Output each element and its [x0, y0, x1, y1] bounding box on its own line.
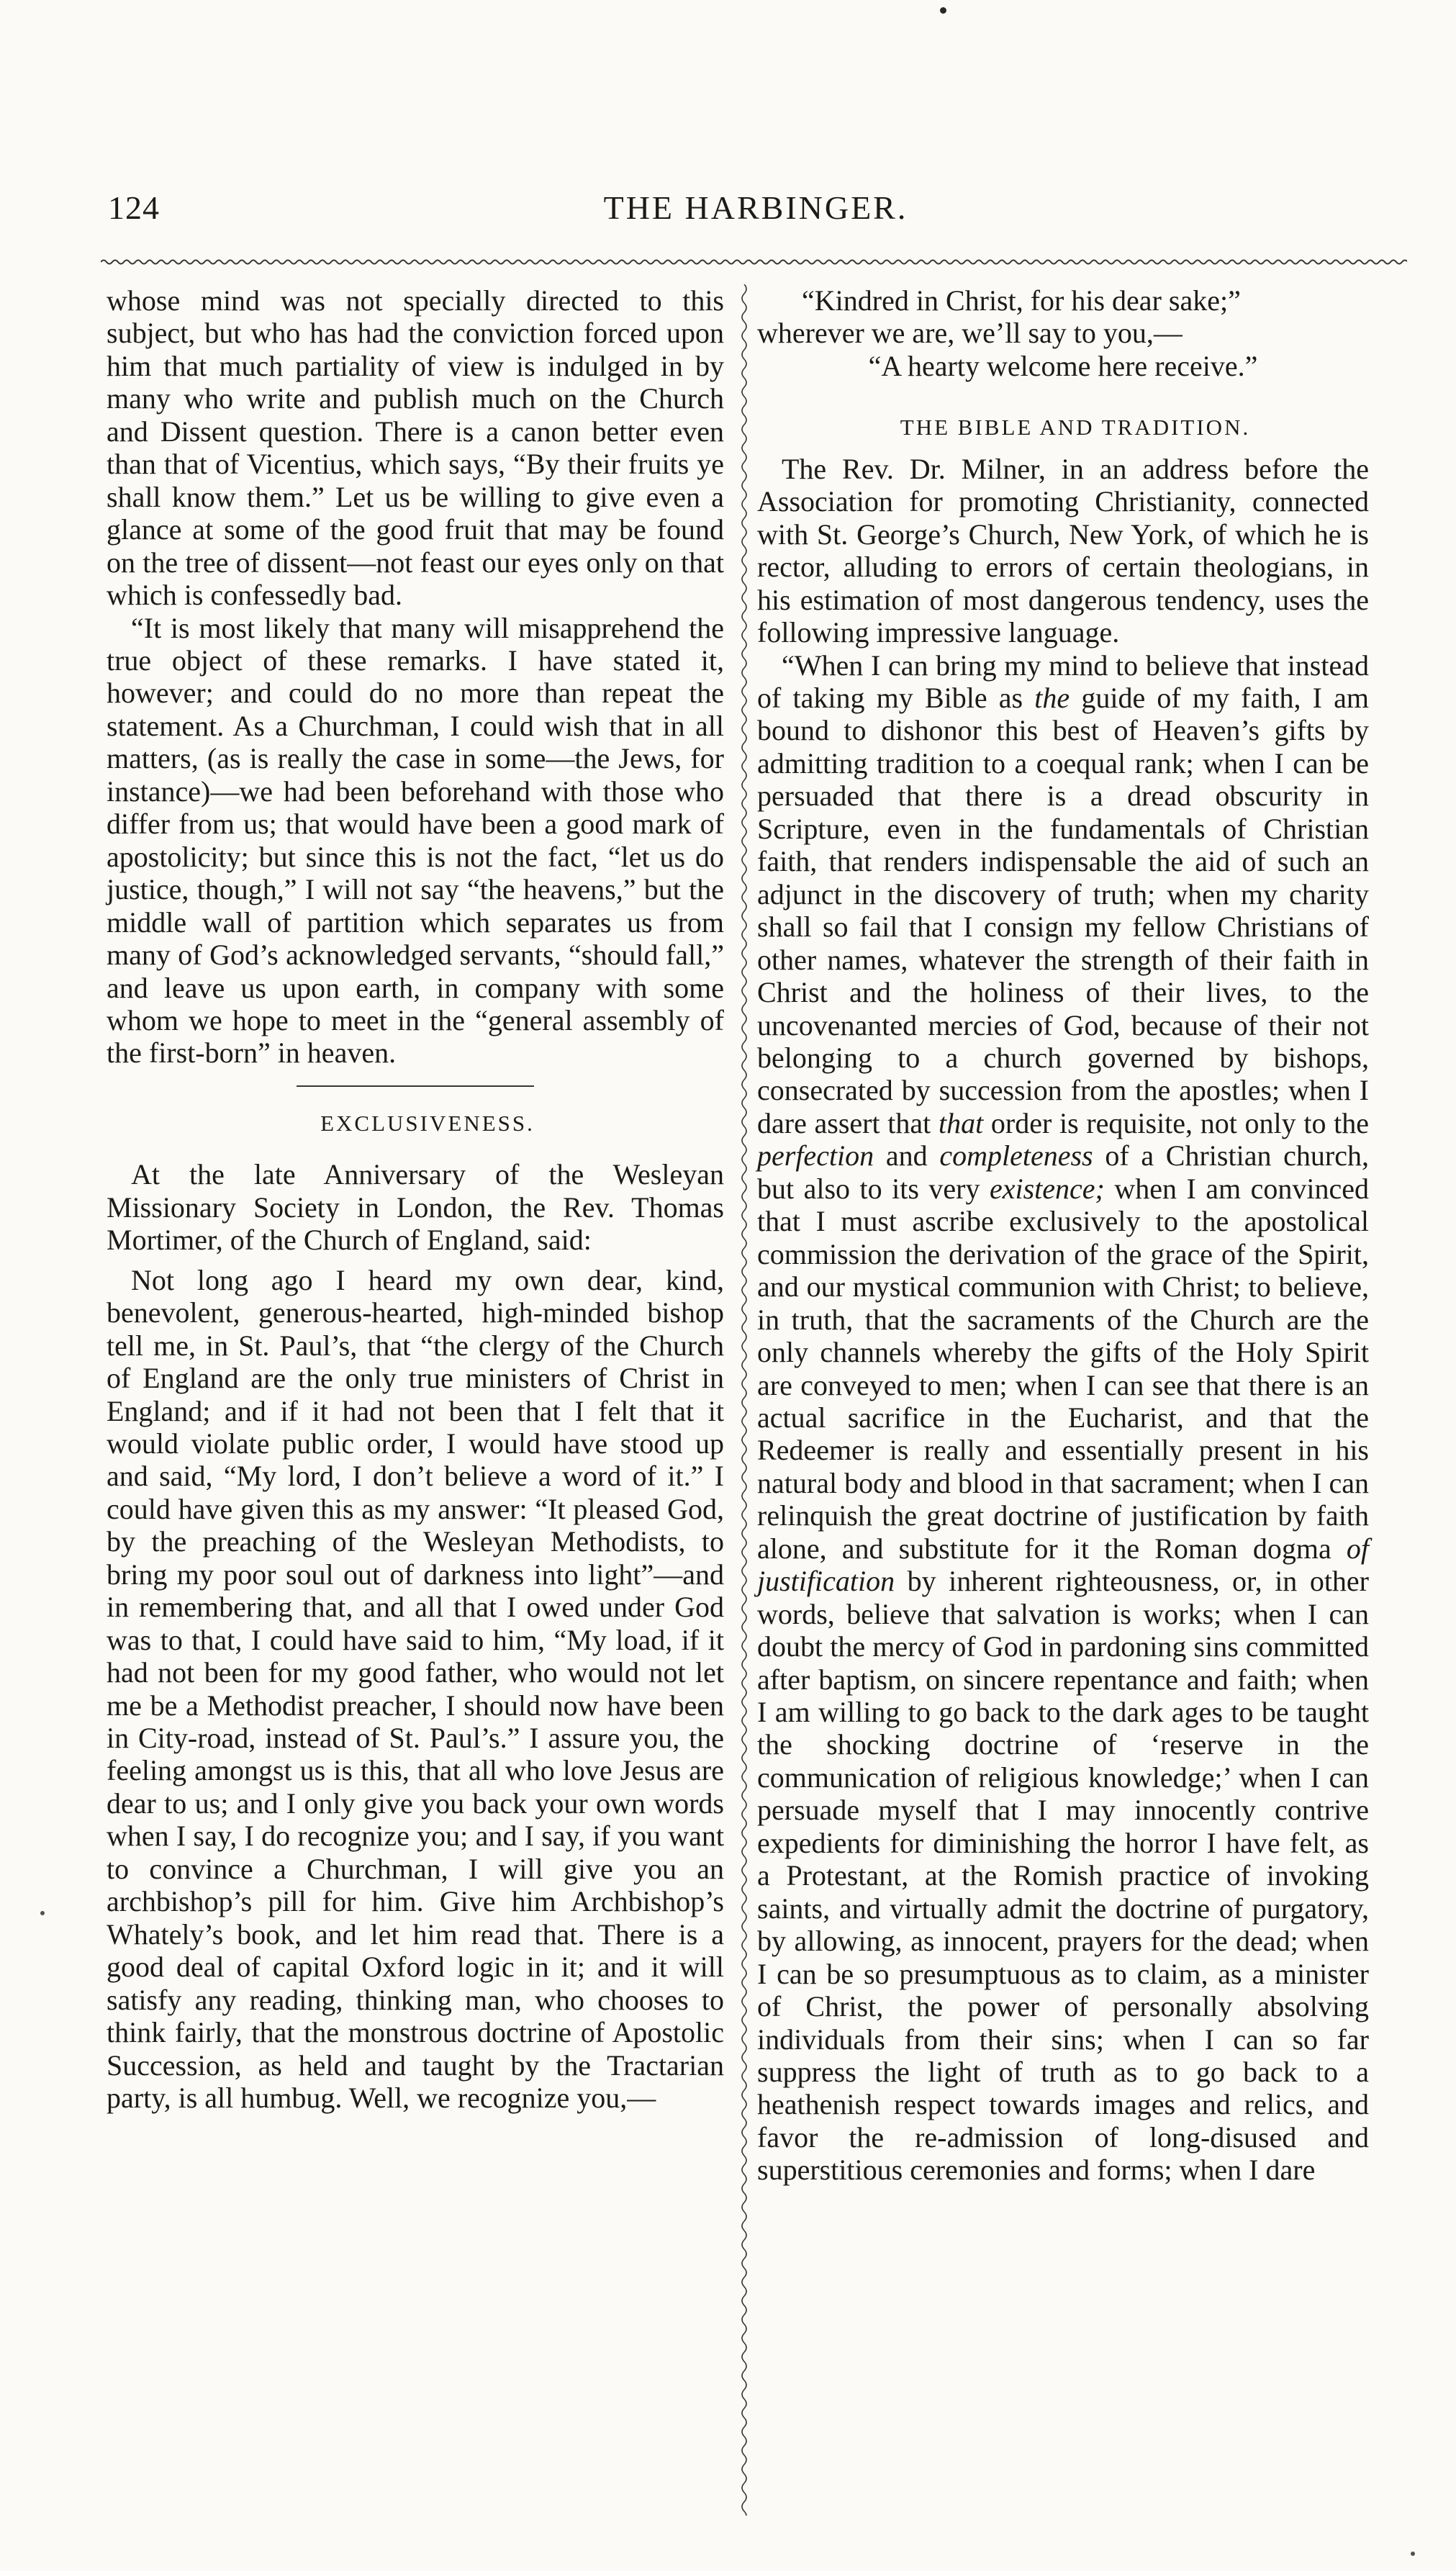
right-para-2-text-c: order is requisite, not only to the: [983, 1106, 1370, 1139]
right-para-2-emphasis-1: the: [1034, 681, 1070, 714]
right-para-2-emphasis-5: existence;: [989, 1172, 1105, 1205]
right-para-2-text-f: when I am convinced that I must ascribe exclusively to the apostolical commission the derivation of the grace of the Spirit, and our mystical communion with Christ; to believe, in truth, that the sacraments of the Church are the only channels whereby the gifts of the Holy Spirit are conveyed to men; when I can see that there is an actual sacrifice in the Eucharist, and that the Redeemer is really and essentially present in his natural body and blood in that sacrament; when I can relinquish the great doctrine of justification by faith alone, and substitute for it the Roman dogma: [757, 1172, 1370, 1565]
section-title-bible-tradition: THE BIBLE AND TRADITION.: [900, 415, 1251, 440]
top-ink-dot: [940, 7, 946, 14]
right-para-2-emphasis-4: completeness: [939, 1139, 1093, 1172]
right-para-2-emphasis-3: perfection: [757, 1139, 874, 1172]
right-para-2-text-d: and: [874, 1139, 940, 1172]
margin-speck: [40, 1911, 45, 1915]
header-wavy-rule: [101, 258, 1407, 266]
page-header: [108, 189, 1403, 239]
left-para-2: “It is most likely that many will misapprehend the true object of these remarks. I have stated it, however; and could do no more than repeat the statement. As a Churchman, I could wish that in all matters, (as is really the case in some—the Jews, for instance)—we had been beforehand with those who differ from us; that would have been a good mark of apostolicity; but since this is not the fact, “let us do justice, though,” I will not say “the heavens,” but the middle wall of partition which separates us from many of God’s acknowledged servants, “should fall,” and leave us upon earth, in company with some whom we hope to meet in the “general assembly of the first-born” in heaven.: [107, 611, 724, 1070]
right-para-1: The Rev. Dr. Milner, in an address before the Association for promoting Christianity, connected with St. George’s Church, New York, of which he is rector, alluding to errors of certain theologians, in his estimation of most dangerous tendency, uses the following impressive language.: [757, 452, 1369, 649]
page-number: 124: [108, 189, 160, 226]
left-para-3: At the late Anniversary of the Wesleyan Missionary Society in London, the Rev. Thomas Mortimer, of the Church of England, said:: [107, 1158, 724, 1257]
left-para-4: Not long ago I heard my own dear, kind, benevolent, generous-hearted, high-minded bishop tell me, in St. Paul’s, that “the clergy of the Church of England are the only true ministers of Christ in England; and if it had not been that I felt that it would violate public order, I would have stood up and said, “My lord, I don’t believe a word of it.” I could have given this as my answer: “It pleased God, by the preaching of the Wesleyan Methodists, to bring my poor soul out of darkness into light”—and in remembering that, and all that I owed under God was to that, I could have said to him, “My load, if it had not been for my good father, who would not let me be a Methodist preacher, I should now have been in City-road, instead of St. Paul’s.” I assure you, the feeling amongst us is this, that all who love Jesus are dear to us; and I only give you back your own words when I say, I do recognize you; and I say, if you want to convince a Churchman, I will give you an archbishop’s pill for him. Give him Archbishop’s Whately’s book, and let him read that. There is a good deal of capital Oxford logic in it; and it will satisfy any reading, thinking man, who chooses to think fairly, that the monstrous doctrine of Apostolic Succession, as held and taught by the Tractarian party, is all humbug. Well, we recognize you,—: [107, 1263, 724, 2115]
verse-line-1: “Kindred in Christ, for his dear sake;”: [802, 284, 1241, 317]
running-title: THE HARBINGER.: [603, 189, 908, 226]
right-para-2-text-e: of a Christian church, but also to its very: [757, 1139, 1369, 1205]
right-para-2-emphasis-2: that: [938, 1106, 984, 1139]
right-para-2-text-g: by inherent righteousness, or, in other words, believe that salvation is works; when I can doubt the mercy of God in pardoning sins committed after baptism, on sincere repentance and faith; when I am willing to go back to the dark ages to be taught the shocking doctrine of ‘reserve in the communication of religious knowledge;’ when I can persuade myself that I may innocently contrive expedients for diminishing the horror I have felt, as a Protestant, at the Romish practice of invoking saints, and virtually admit the doctrine of purgatory, by allowing, as innocent, prayers for the dead; when I can be so presumptuous as to claim, as a minister of Christ, the power of personally absolving individuals from their sins; when I can so far suppress the light of truth as to go back to a heathenish respect towards images and relics, and favor the re-admission of long-disused and superstitious ceremonies and forms; when I dare: [757, 1565, 1369, 2187]
left-para-1: whose mind was not specially directed to this subject, but who has had the conviction forced upon him that much partiality of view is indulged in by many who write and publish much on the Church and Dissent question. There is a canon better even than that of Vicentius, which says, “By their fruits ye shall know them.” Let us be willing to give even a glance at some of the good fruit that may be found on the tree of dissent—not feast our eyes only on that which is confessedly bad.: [107, 284, 724, 612]
verse-line-3: “A hearty welcome here receive.”: [868, 349, 1258, 382]
verse-line-2: wherever we are, we’ll say to you,—: [757, 317, 1183, 350]
section-title-exclusiveness: EXCLUSIVENESS.: [320, 1110, 535, 1136]
right-para-2-text-a: “When I can bring my mind to believe that instead of taking my Bible as: [757, 649, 1369, 714]
right-para-2-emphasis-6: of justification: [757, 1532, 1369, 1598]
right-column: [757, 284, 1369, 2187]
right-para-2: [757, 649, 1369, 2187]
column-divider: [739, 284, 749, 2516]
corner-speck: [1411, 2552, 1415, 2556]
left-column: [107, 284, 724, 2114]
right-para-2-text-b: guide of my faith, I am bound to dishonor this best of Heaven’s gifts by admitting tradition to a coequal rank; when I can be persuaded that there is a dread obscurity in Scripture, even in the fundamentals of Christian faith, that renders indispensable the aid of such an adjunct in the discovery of truth; when my charity shall so fail that I consign my fellow Christians of other names, whatever the strength of their faith in Christ and the holiness of their lives, to the uncovenanted mercies of God, because of their not belonging to a church governed by bishops, consecrated by succession from the apostles; when I dare assert that: [757, 681, 1369, 1139]
